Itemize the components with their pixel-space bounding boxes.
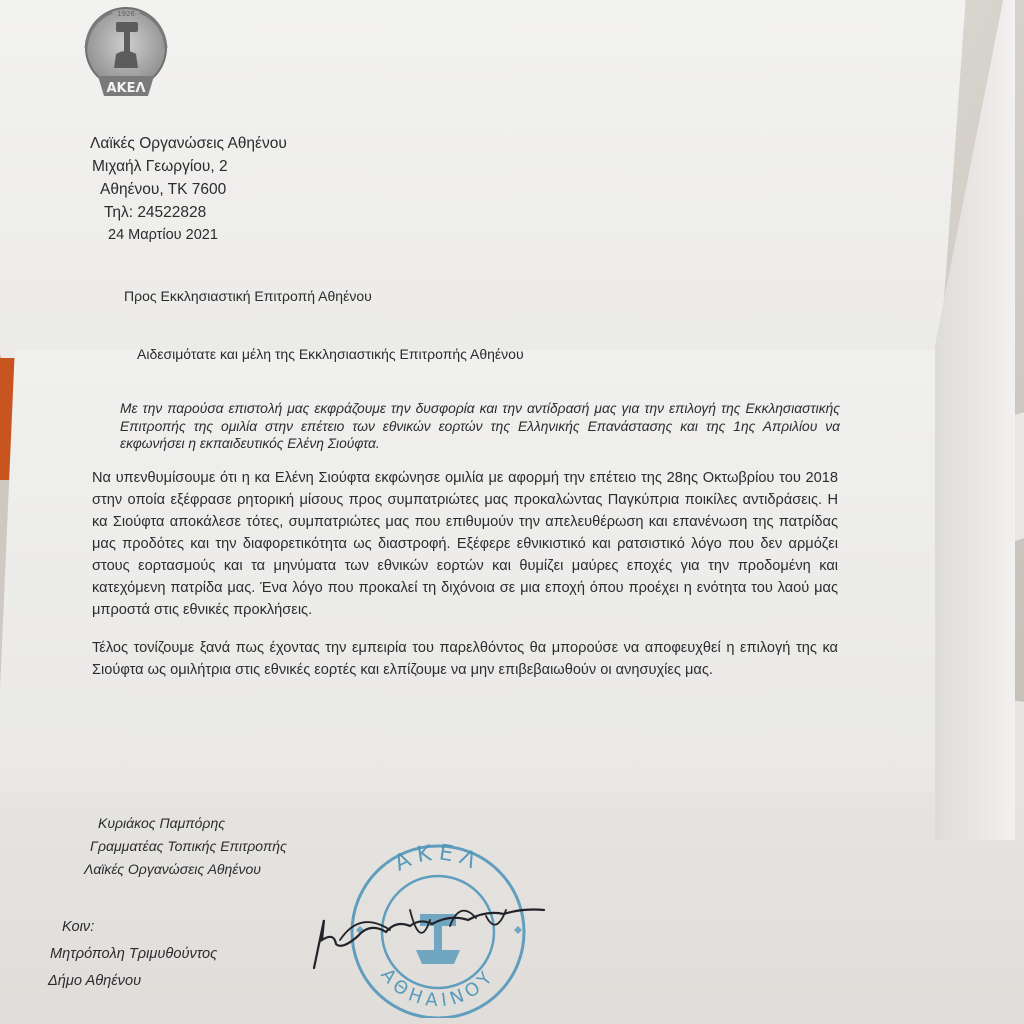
cc-label: Κοιν: — [62, 919, 95, 935]
emblem-text: ΑΚΕΛ — [106, 81, 146, 96]
body-paragraph: Με την παρούσα επιστολή μας εκφράζουμε την δυσφορία και την αντίδρασή μας για την επιλογή της Εκκλησιαστικής Επιτροπής της ομιλία στην επέτειο των εθνικών εορτών της Ελληνικής Επανάστασης και της 1ης Απριλίου να εκφωνήσει η εκπαιδευτικός Ελένη Σιούφτα. — [120, 401, 840, 451]
body-paragraph: Τέλος τονίζουμε ξανά πως έχοντας την εμπειρία του παρελθόντος θα μπορούσε να αποφευχθεί η επιλογή της κα Σιούφτα ως ομιλήτρια στις εθνικές εορτές και ελπίζουμε να μην επιβεβαιωθούν οι ανησυχίες μας. — [92, 639, 838, 678]
salutation-line: Αιδεσιμότατε και μέλη της Εκκλησιαστικής Επιτροπής Αθηένου — [137, 346, 524, 362]
stamp-bottom-text: ΑΘΗΑΙΝΟΥ — [376, 964, 500, 1012]
stamp-top-text: ΑΚΕΛ — [390, 840, 486, 877]
emblem-year: 1926 — [117, 10, 135, 18]
sender-phone: Τηλ: 24522828 — [104, 204, 207, 221]
recipient-line: Προς Εκκλησιαστική Επιτροπή Αθηένου — [124, 288, 372, 304]
sender-organization: Λαϊκές Οργανώσεις Αθηένου — [90, 135, 287, 152]
sender-address — [90, 132, 287, 247]
cc-recipient: Μητρόπολη Τριμυθούντος — [50, 946, 218, 962]
signatory-block — [84, 812, 287, 881]
signatory-title: Γραμματέας Τοπικής Επιτροπής — [90, 838, 287, 854]
sender-street: Μιχαήλ Γεωργίου, 2 — [92, 158, 228, 175]
body-paragraph: Να υπενθυμίσουμε ότι η κα Ελένη Σιούφτα εκφώνησε ομιλία με αφορμή την επέτειο της 28ης Οκτωβρίου του 2018 στην οποία εξέφρασε ρητορική μίσους προς συμπατριώτες μας προκαλώντας Παγκύπρια ποικίλες αντιδράσεις. Η κα Σιούφτα αποκάλεσε τότες, συμπατριώτες μας που επιθυμούν την απελευθέρωση και επανένωση της πατρίδας μας προδότες και την διαφορετικότητα ως διαστροφή. Εξέφερε εθνικιστικό και ρατσιστικό λόγο που δεν αρμόζει στους εορτασμούς και τα μηνύματα των εθνικών εορτών και θυμίζει μαύρες εποχές για την προδομένη και κατεχόμενη πατρίδα μας. Ένα λόγο που προκαλεί τη διχόνοια σε μια εποχή όπου προέχει η ενότητα του λαού μας μπροστά στις εθνικές προκλήσεις. — [92, 469, 838, 618]
letter-date: 24 Μαρτίου 2021 — [108, 227, 218, 243]
signatory-name: Κυριάκος Παμπόρης — [98, 815, 226, 831]
signatory-organization: Λαϊκές Οργανώσεις Αθηένου — [84, 861, 261, 877]
cc-block — [48, 914, 217, 995]
akel-emblem-logo — [68, 4, 184, 104]
letter-body — [92, 400, 838, 681]
sender-city: Αθηένου, ΤΚ 7600 — [100, 181, 227, 198]
handwritten-signature — [300, 880, 550, 990]
cc-recipient: Δήμο Αθηένου — [48, 973, 142, 989]
